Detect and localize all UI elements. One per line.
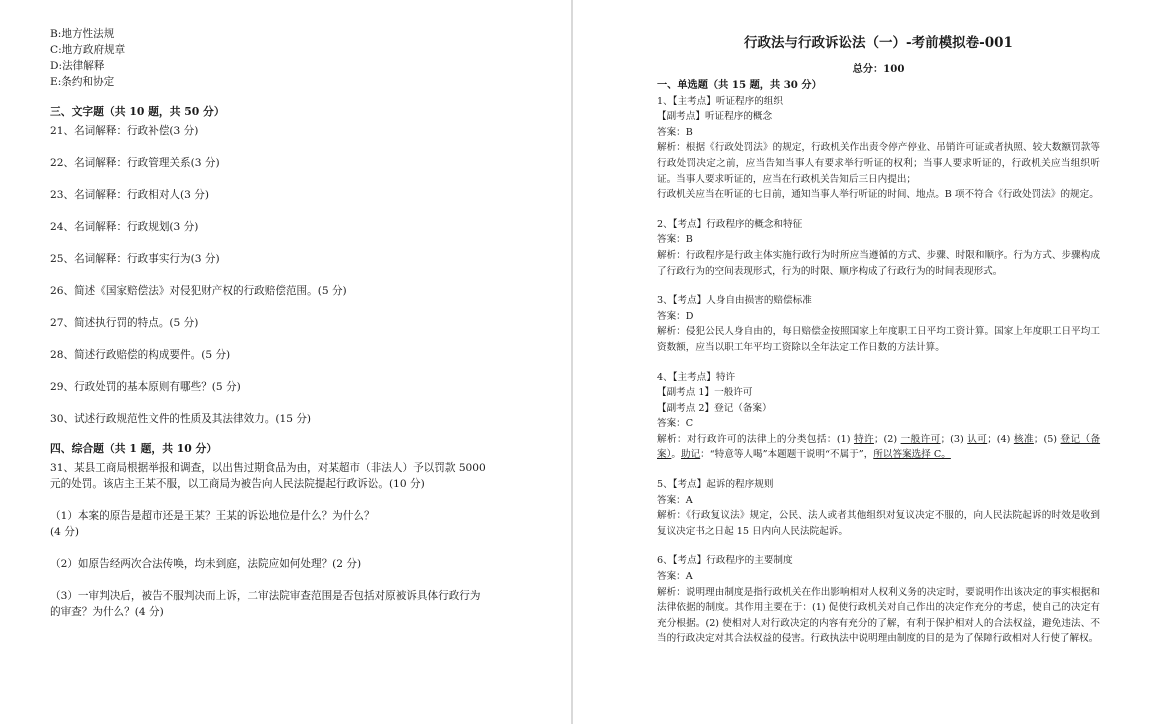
section4-title: 四、综合题（共 1 题，共 10 分） — [50, 442, 218, 455]
question-31-sub1 — [50, 508, 551, 540]
question-22: 22、名词解释：行政管理关系(3 分) — [50, 157, 220, 169]
item-2-explanation: 解析：行政程序是行政主体实施行政行为时所应当遵循的方式、步骤、时限和顺序。行为方式、步骤构成了行政行为的空间表现形式，行为的时限、顺序构成了行政行为的时间表现形式。 — [657, 249, 1100, 277]
answer-item-6 — [657, 553, 1100, 647]
item-6-topic: 6、【考点】行政程序的主要制度 — [657, 555, 793, 567]
item-4-exp-underline: 特许 — [853, 433, 874, 445]
item-4-exp-text: ：“特意等人喝”本题题干说明“不属于”， — [700, 449, 874, 461]
item-4-subtopic-2: 【副考点 2】登记（备案） — [657, 402, 772, 414]
item-1-answer: 答案：B — [657, 126, 693, 138]
item-3-explanation: 解析：侵犯公民人身自由的，每日赔偿金按照国家上年度职工日平均工资计算。国家上年度职工日平均工资数额，应当以职工年平均工资除以全年法定工作日数的方法计算。 — [657, 326, 1100, 353]
right-page — [571, 0, 1150, 724]
option-c: C:地方政府规章 — [50, 44, 126, 56]
item-3-answer: 答案：D — [657, 310, 694, 322]
section3-title: 三、文字题（共 10 题，共 50 分） — [50, 105, 225, 118]
question-31-sub3: （3）一审判决后，被告不服判决而上诉，二审法院审查范围是否包括对原被诉具体行政行为的审查？为什么？(4 分) — [50, 590, 481, 618]
question-31-sub1-points: (4 分) — [50, 526, 79, 538]
item-4-exp-underline: 认可 — [967, 433, 988, 445]
item-3-topic: 3、【考点】人身自由损害的赔偿标准 — [657, 295, 812, 307]
total-score: 总分：100 — [852, 63, 905, 75]
question-31-sub2: （2）如原告经两次合法传唤，均未到庭，法院应如何处理？(2 分) — [50, 558, 362, 570]
item-2-answer: 答案：B — [657, 234, 693, 246]
option-d: D:法律解释 — [50, 60, 105, 72]
item-4-exp-underline: 所以答案选择 C。 — [873, 449, 951, 461]
item-5-answer: 答案：A — [657, 494, 693, 506]
item-5-explanation: 解析：《行政复议法》规定，公民、法人或者其他组织对复议决定不服的，向人民法院起诉的时效是收到复议决定书之日起 15 日内向人民法院起诉。 — [657, 510, 1100, 537]
question-31: 31、某县工商局根据举报和调查，以出售过期食品为由，对某超市（非法人）予以罚款 5000 元的处罚。该店主王某不服，以工商局为被告向人民法院提起行政诉讼。(10 分) — [50, 462, 486, 490]
item-4-exp-text: 解析：对行政许可的法律上的分类包括：(1) — [657, 433, 854, 445]
question-24: 24、名词解释：行政规划(3 分) — [50, 221, 199, 233]
item-4-exp-text: ；(4) — [987, 433, 1014, 445]
question-27: 27、简述执行罚的特点。(5 分) — [50, 317, 199, 329]
item-4-exp-underline: 登记（备案） — [657, 433, 1101, 461]
section1-title: 一、单选题（共 15 题，共 30 分） — [657, 79, 822, 91]
item-4-topic: 4、【主考点】特许 — [657, 371, 736, 383]
question-21: 21、名词解释：行政补偿(3 分) — [50, 125, 199, 137]
item-4-exp-underline: 一般许可 — [900, 433, 941, 445]
exam-title: 行政法与行政诉讼法（一）-考前模拟卷-001 — [744, 35, 1013, 51]
option-e: E:条约和协定 — [50, 76, 115, 88]
item-4-explanation — [657, 432, 1100, 463]
item-4-exp-text: ；(5) — [1033, 433, 1061, 445]
question-28: 28、简述行政赔偿的构成要件。(5 分) — [50, 349, 231, 361]
item-4-exp-underline: 核准 — [1013, 433, 1034, 445]
item-4-exp-text: ；(2) — [873, 433, 901, 445]
option-b: B:地方性法规 — [50, 28, 115, 40]
item-5-topic: 5、【考点】起诉的程序规则 — [657, 479, 774, 491]
item-6-answer: 答案：A — [657, 571, 693, 583]
item-4-subtopic-1: 【副考点 1】一般许可 — [657, 387, 753, 399]
left-page — [0, 0, 571, 724]
question-23: 23、名词解释：行政相对人(3 分) — [50, 189, 209, 201]
answer-item-4 — [657, 370, 1100, 464]
item-1-topic: 1、【主考点】听证程序的组织 — [657, 95, 784, 107]
question-29: 29、行政处罚的基本原则有哪些？(5 分) — [50, 381, 241, 393]
item-6-explanation: 解析：说明理由制度是指行政机关在作出影响相对人权利义务的决定时，要说明作出该决定的事实根据和法律依据的制度。其作用主要在于：(1) 促使行政机关对自己作出的决定作充分的考虑，使自己的决定有充分根据。(2) 使相对人对行政决定的内容有充分的了解，有利于保护相对人的合法权益，避免违法、不当的行政决定对其合法权益的侵害。行政执法中说明理由制度的目的是为了保障行政相对人行使了解权。 — [657, 586, 1100, 645]
item-4-exp-text: 。 — [671, 449, 681, 461]
answer-item-3 — [657, 293, 1100, 355]
item-4-exp-text: ；(3) — [940, 433, 968, 445]
question-31-sub1-text: （1）本案的原告是超市还是王某？王某的诉讼地位是什么？为什么？ — [50, 510, 375, 522]
item-2-topic: 2、【考点】行政程序的概念和特征 — [657, 218, 803, 230]
answer-item-2 — [657, 217, 1100, 279]
item-4-answer: 答案：C — [657, 418, 694, 430]
question-30: 30、试述行政规范性文件的性质及其法律效力。(15 分) — [50, 413, 312, 425]
item-4-exp-underline: 助记 — [680, 449, 701, 461]
item-1-explanation-cont: 行政机关应当在听证的七日前，通知当事人举行听证的时间、地点。B 项不符合《行政处罚法》的规定。 — [657, 189, 1099, 201]
question-25: 25、名词解释：行政事实行为(3 分) — [50, 253, 220, 265]
answer-item-5 — [657, 477, 1100, 539]
question-26: 26、简述《国家赔偿法》对侵犯财产权的行政赔偿范围。(5 分) — [50, 285, 347, 297]
item-1-explanation: 解析：根据《行政处罚法》的规定，行政机关作出责令停产停业、吊销许可证或者执照、较大数额罚款等行政处罚决定之前，应当告知当事人有要求举行听证的权利；当事人要求听证的，行政机关应当组织听证。当事人要求听证的，应当在行政机关告知后三日内提出； — [657, 142, 1100, 185]
item-1-subtopic: 【副考点】听证程序的概念 — [657, 111, 773, 123]
answer-item-1 — [657, 94, 1100, 203]
